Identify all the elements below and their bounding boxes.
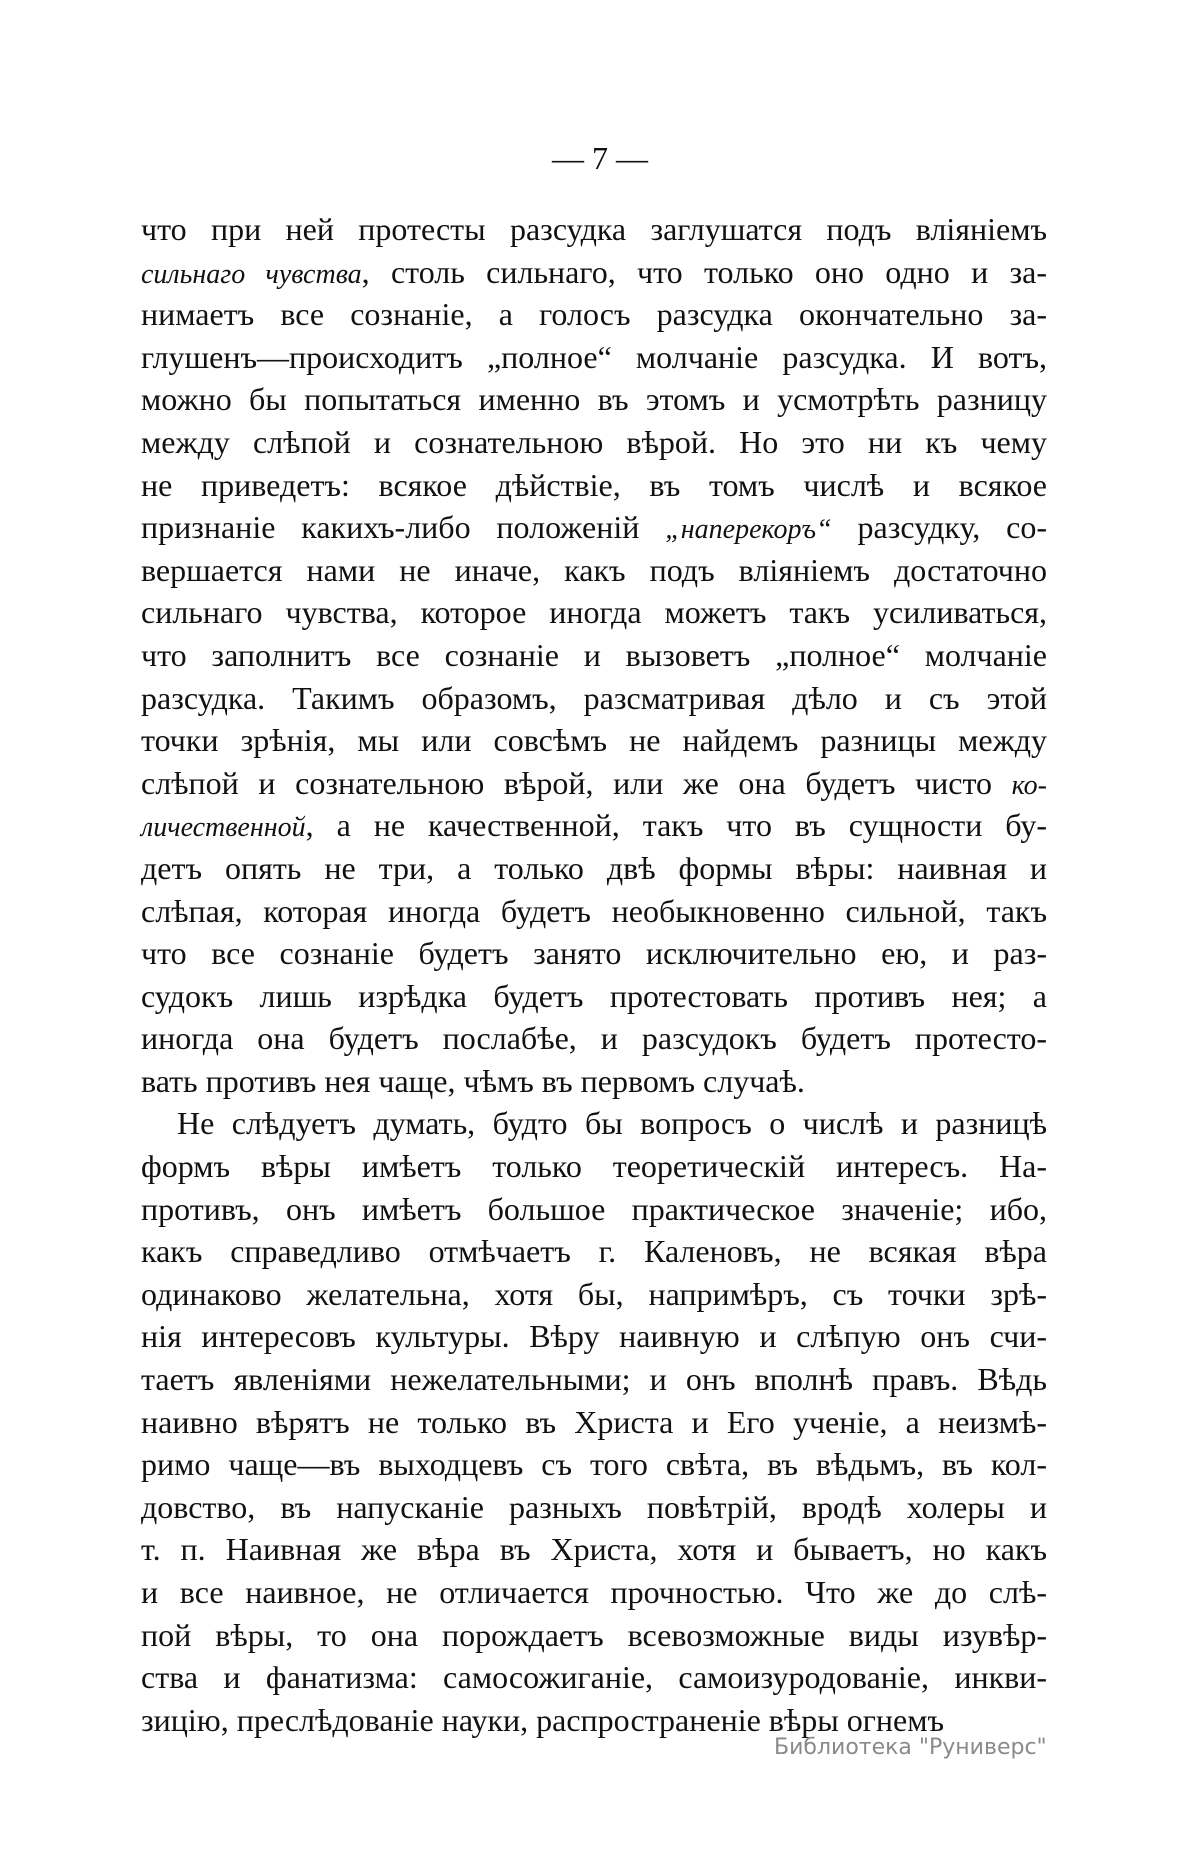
text-segment: , а не качественной, такъ что въ сущности бу- (305, 807, 1047, 844)
text-line (141, 1060, 1047, 1103)
text-line (141, 549, 1047, 592)
text-segment: вершается нами не иначе, какъ подъ вліяніемъ достаточно (141, 551, 1047, 588)
page-number: — 7 — (552, 140, 648, 176)
text-line (141, 421, 1047, 464)
text-segment: что при ней протесты разсудка заглушатся подъ вліяніемъ (141, 211, 1047, 247)
text-line (141, 1230, 1047, 1273)
text-segment: какъ справедливо отмѣчаетъ г. Каленовъ, не всякая вѣра (141, 1233, 1047, 1270)
text-line (141, 1528, 1047, 1571)
text-segment: пой вѣры, то она порождаетъ всевозможные виды изувѣр- (141, 1616, 1047, 1653)
text-line (141, 890, 1047, 933)
text-segment: таетъ явленіями нежелательными; и онъ вполнѣ правъ. Вѣдь (141, 1361, 1047, 1398)
text-line (141, 506, 1047, 549)
text-segment: римо чаще—въ выходцевъ съ того свѣта, въ вѣдьмъ, въ кол- (141, 1446, 1047, 1483)
text-segment: глушенъ—происходитъ „полное“ молчаніе разсудка. И вотъ, (141, 338, 1047, 375)
library-watermark: Библиотека "Руниверс" (774, 1735, 1047, 1760)
italic-text: ко- (1011, 769, 1047, 801)
text-segment: слѣпой и сознательною вѣрой, или же она будетъ чисто (141, 764, 1012, 801)
text-segment: что заполнитъ все сознаніе и вызоветъ „полное“ молчаніе (141, 636, 1047, 673)
text-segment: т. п. Наивная же вѣра въ Христа, хотя и бываетъ, но какъ (141, 1531, 1047, 1568)
text-line (141, 1358, 1047, 1401)
text-segment: сильнаго чувства, которое иногда можетъ такъ усиливаться, (141, 594, 1047, 631)
text-line (141, 847, 1047, 890)
text-segment: , столь сильнаго, что только оно одно и за- (361, 253, 1048, 290)
text-line (141, 1102, 1047, 1145)
text-line (141, 634, 1047, 677)
text-segment: признаніе какихъ-либо положеній (141, 509, 666, 546)
text-segment: иногда она будетъ послабѣе, и разсудокъ будетъ протесто- (141, 1020, 1047, 1057)
text-line (141, 932, 1047, 975)
italic-text: „наперекоръ“ (665, 514, 832, 546)
text-line (141, 293, 1047, 336)
text-segment: нимаетъ все сознаніе, а голосъ разсудка окончательно за- (141, 296, 1047, 333)
text-segment: противъ, онъ имѣетъ большое практическое значеніе; ибо, (141, 1190, 1047, 1227)
text-segment: не приведетъ: всякое дѣйствіе, въ томъ числѣ и всякое (141, 466, 1047, 503)
text-line (141, 208, 1047, 251)
text-line (141, 1486, 1047, 1529)
text-segment: между слѣпой и сознательною вѣрой. Но это ни къ чему (141, 423, 1047, 460)
text-segment: Не слѣдуетъ думать, будто бы вопросъ о числѣ и разницѣ (177, 1105, 1047, 1142)
text-line (141, 1188, 1047, 1231)
text-segment: зицію, преслѣдованіе науки, распространеніе вѣры огнемъ (141, 1701, 945, 1738)
text-line (141, 762, 1047, 805)
text-segment: вать противъ нея чаще, чѣмъ въ первомъ случаѣ. (141, 1062, 805, 1099)
text-segment: формъ вѣры имѣетъ только теоретическій интересъ. На- (141, 1148, 1047, 1185)
text-line (141, 719, 1047, 762)
text-segment: судокъ лишь изрѣдка будетъ протестовать противъ нея; а (141, 977, 1047, 1014)
text-line (141, 975, 1047, 1018)
text-segment: и все наивное, не отличается прочностью. Что же до слѣ- (141, 1574, 1047, 1610)
text-line (141, 251, 1047, 294)
text-segment: нія интересовъ культуры. Вѣру наивную и слѣпую онъ счи- (141, 1318, 1047, 1355)
italic-text: личественной (141, 812, 306, 844)
text-line (141, 1145, 1047, 1188)
text-segment: наивно вѣрятъ не только въ Христа и Его ученіе, а неизмѣ- (141, 1403, 1047, 1440)
text-line (141, 591, 1047, 634)
text-line (141, 677, 1047, 720)
text-line (141, 1017, 1047, 1060)
text-segment: довство, въ напусканіе разныхъ повѣтрій, вродѣ холеры и (141, 1488, 1047, 1525)
text-line (141, 1614, 1047, 1657)
text-line (141, 1443, 1047, 1486)
text-segment: разсудку, со- (831, 509, 1048, 546)
text-line (141, 1571, 1047, 1614)
text-line (141, 1401, 1047, 1444)
body-text (141, 208, 1047, 1741)
text-segment: детъ опять не три, а только двѣ формы вѣры: наивная и (141, 849, 1047, 886)
text-segment: точки зрѣнія, мы или совсѣмъ не найдемъ разницы между (141, 722, 1047, 759)
text-segment: что все сознаніе будетъ занято исключительно ею, и раз- (141, 935, 1047, 972)
text-line (141, 1656, 1047, 1699)
text-segment: ства и фанатизма: самосожиганіе, самоизуродованіе, инкви- (141, 1659, 1047, 1696)
text-segment: можно бы попытаться именно въ этомъ и усмотрѣть разницу (141, 381, 1047, 418)
text-line (141, 1273, 1047, 1316)
text-segment: одинаково желательна, хотя бы, напримѣръ, съ точки зрѣ- (141, 1275, 1047, 1312)
text-segment: слѣпая, которая иногда будетъ необыкновенно сильной, такъ (141, 892, 1047, 929)
text-line (141, 464, 1047, 507)
text-line (141, 1315, 1047, 1358)
italic-text: сильнаго чувства (141, 258, 362, 290)
text-line (141, 804, 1047, 847)
text-line (141, 336, 1047, 379)
text-line (141, 378, 1047, 421)
text-segment: разсудка. Такимъ образомъ, разсматривая дѣло и съ этой (141, 679, 1047, 716)
